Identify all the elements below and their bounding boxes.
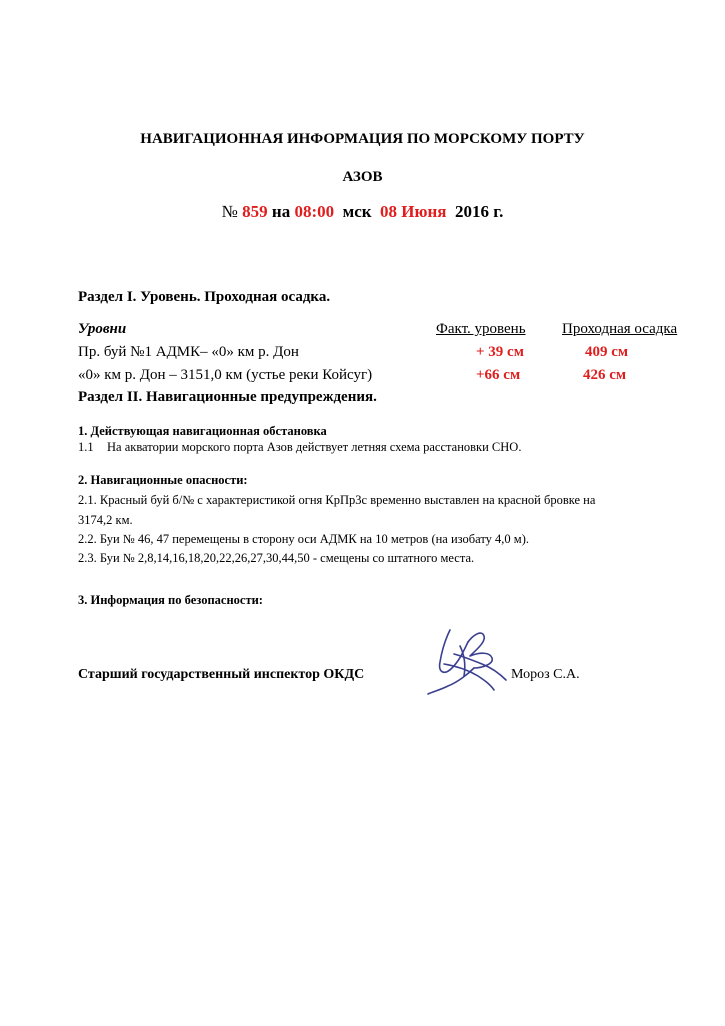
bulletin-year: 2016 г. (455, 202, 504, 221)
bulletin-number: 859 (242, 202, 268, 221)
col-header-levels: Уровни (78, 321, 127, 337)
subsection-1-title: 1. Действующая навигационная обстановка (78, 424, 327, 438)
subsection-2-title: 2. Навигационные опасности: (78, 473, 248, 487)
tz-label: мск (342, 202, 372, 221)
item-2-2: 2.2. Буи № 46, 47 перемещены в сторону оси АДМК на 10 метров (на изобату 4,0 м). (78, 532, 529, 546)
level-row-2-actual: +66 см (476, 367, 521, 383)
bulletin-line (0, 202, 725, 222)
level-row-2-location: «0» км р. Дон – 3151,0 км (устье реки Койсуг) (78, 367, 373, 383)
col-header-actual: Факт. уровень (436, 321, 526, 337)
number-prefix: № (221, 202, 238, 221)
item-2-1-line-2: 3174,2 км. (78, 513, 133, 527)
item-2-3: 2.3. Буи № 2,8,14,16,18,20,22,26,27,30,44,50 - смещены со штатного места. (78, 551, 475, 565)
signatory-position: Старший государственный инспектор ОКДС (78, 667, 365, 682)
item-1-1-text: На акватории морского порта Азов действует летняя схема расстановки СНО. (107, 440, 522, 454)
title-line-1: НАВИГАЦИОННАЯ ИНФОРМАЦИЯ ПО МОРСКОМУ ПОРТУ (140, 131, 585, 147)
item-1-1-number: 1.1 (78, 440, 94, 454)
signatory-name: Мороз С.А. (511, 667, 580, 682)
title-line-2: АЗОВ (342, 169, 383, 185)
subsection-3-title: 3. Информация по безопасности: (78, 593, 263, 607)
level-row-2-draft: 426 см (583, 367, 627, 383)
bulletin-time: 08:00 (294, 202, 335, 221)
bulletin-date: 08 Июня (380, 202, 447, 221)
section-2-title: Раздел II. Навигационные предупреждения. (78, 389, 377, 405)
section-1-title: Раздел I. Уровень. Проходная осадка. (78, 289, 331, 305)
at-label: на (271, 202, 291, 221)
col-header-draft: Проходная осадка (562, 321, 678, 337)
level-row-1-draft: 409 см (585, 344, 629, 360)
level-row-1-actual: + 39 см (476, 344, 524, 360)
level-row-1-location: Пр. буй №1 АДМК– «0» км р. Дон (78, 344, 299, 360)
item-2-1-line-1: 2.1. Красный буй б/№ с характеристикой огня КрПр3с временно выставлен на красной бровке на (78, 493, 596, 507)
handwritten-signature (420, 624, 516, 702)
